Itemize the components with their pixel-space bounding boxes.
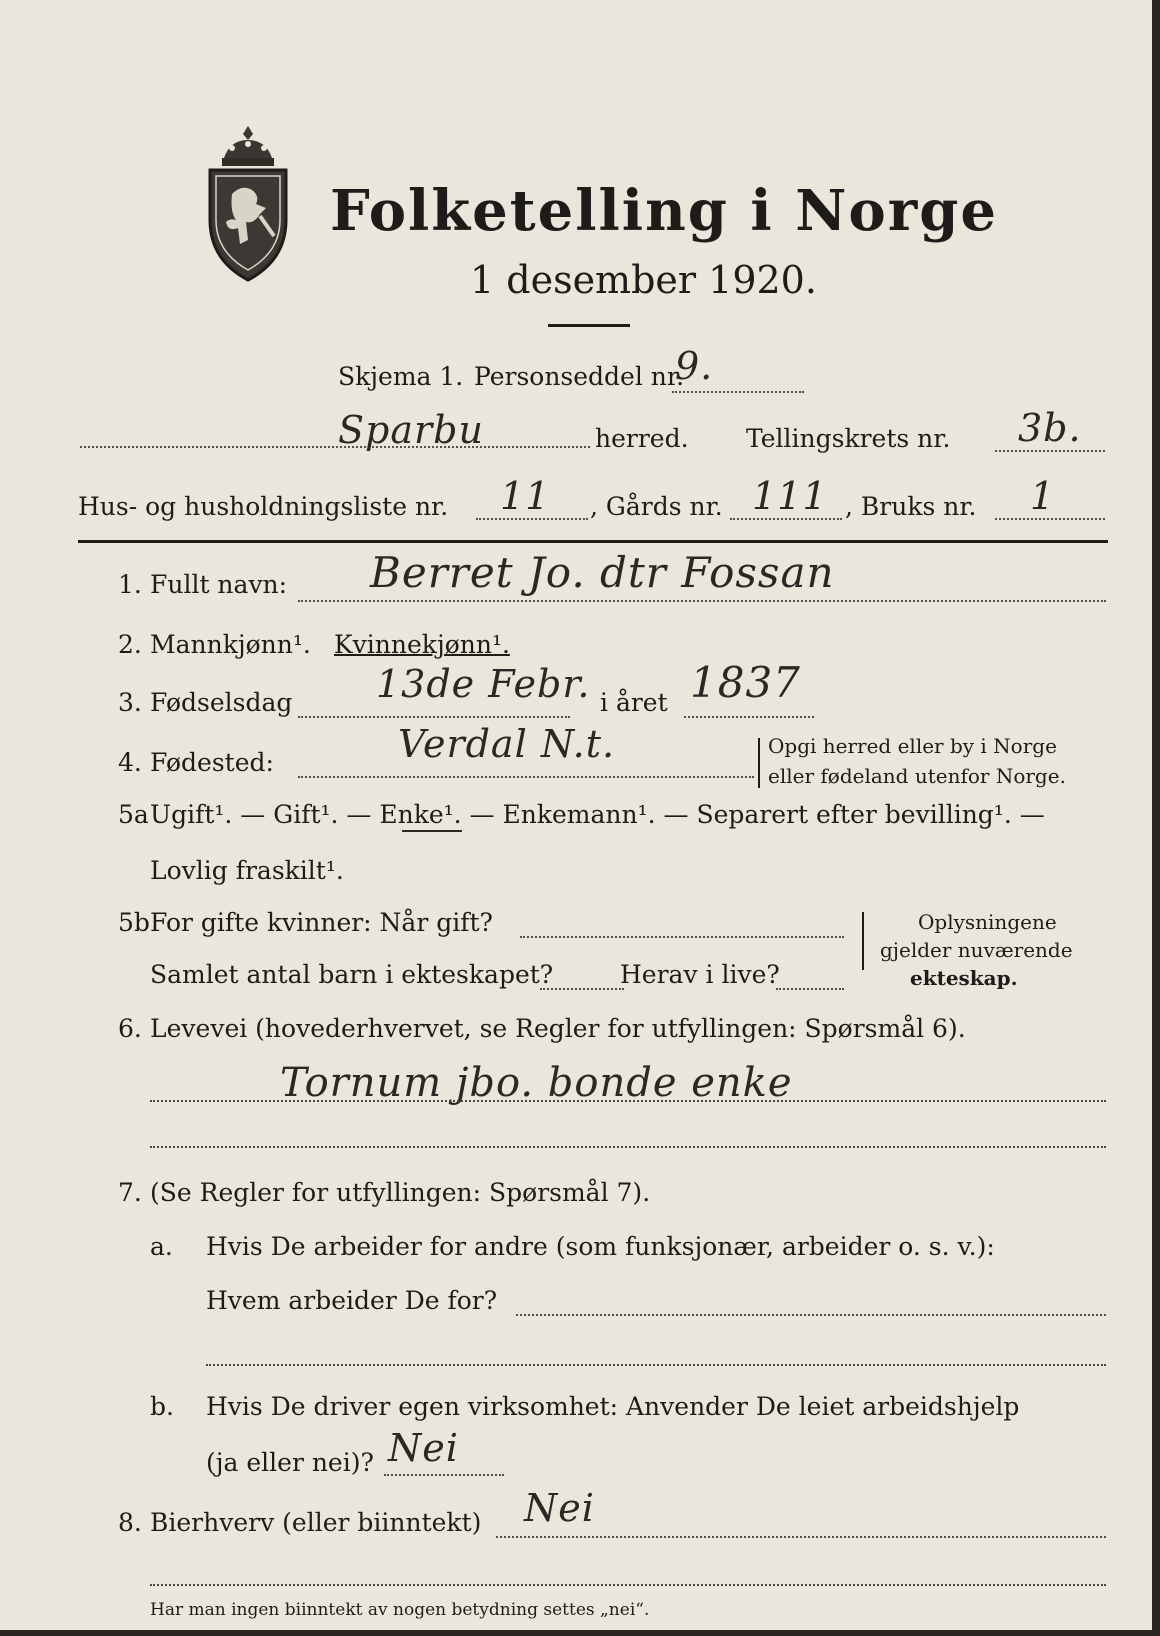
q5b-note-2: gjelder nuværende bbox=[880, 938, 1073, 962]
footer-note: Har man ingen biinntekt av nogen betydning settes „nei“. bbox=[150, 1600, 650, 1620]
husholdningsliste-value: 11 bbox=[500, 474, 551, 518]
q4-birthplace: Verdal N.t. bbox=[398, 722, 616, 766]
herred-label: herred. bbox=[595, 424, 689, 453]
q1-number: 1. bbox=[118, 570, 142, 599]
q5b-note-3: ekteskap. bbox=[910, 966, 1018, 990]
bruks-label: , Bruks nr. bbox=[845, 492, 977, 521]
q5b-barn-label: Samlet antal barn i ekteskapet? bbox=[150, 960, 554, 989]
form-date: 1 desember 1920. bbox=[470, 258, 817, 302]
q7a-label: Hvis De arbeider for andre (som funksjonær, arbeider o. s. v.): bbox=[206, 1232, 995, 1261]
q3-year-label: i året bbox=[600, 688, 668, 717]
title-divider bbox=[548, 324, 630, 327]
personseddel-value: 9. bbox=[675, 344, 714, 388]
q6-label: Levevei (hovederhvervet, se Regler for utfyllingen: Spørsmål 6). bbox=[150, 1014, 966, 1043]
q7a-letter: a. bbox=[150, 1232, 173, 1261]
q4-note-2: eller fødeland utenfor Norge. bbox=[768, 764, 1066, 788]
bruks-value: 1 bbox=[1030, 474, 1056, 518]
q5b-note-1: Oplysningene bbox=[918, 910, 1057, 934]
q3-birthday: 13de Febr. bbox=[376, 662, 591, 706]
q5b-number: 5b bbox=[118, 908, 150, 937]
tellingskrets-label: Tellingskrets nr. bbox=[746, 424, 951, 453]
herred-value: Sparbu bbox=[338, 408, 484, 452]
q8-number: 8. bbox=[118, 1508, 142, 1537]
personseddel-label: Personseddel nr. bbox=[474, 362, 685, 391]
q5a-fraskilt: Lovlig fraskilt¹. bbox=[150, 856, 344, 885]
q5b-live-label: Herav i live? bbox=[620, 960, 780, 989]
q6-number: 6. bbox=[118, 1014, 142, 1043]
q4-number: 4. bbox=[118, 748, 142, 777]
q5a-number: 5a bbox=[118, 800, 149, 829]
q7-number: 7. bbox=[118, 1178, 142, 1207]
q2-mannkjonn: Mannkjønn¹. bbox=[150, 630, 311, 659]
q3-year: 1837 bbox=[690, 658, 801, 707]
tellingskrets-value: 3b. bbox=[1018, 406, 1082, 450]
q3-label: Fødselsdag bbox=[150, 688, 293, 717]
q7b-value: Nei bbox=[388, 1426, 459, 1470]
q7b-sub: (ja eller nei)? bbox=[206, 1448, 374, 1477]
coat-of-arms-icon bbox=[200, 124, 296, 284]
husholdningsliste-label: Hus- og husholdningsliste nr. bbox=[78, 492, 449, 521]
skjema-label: Skjema 1. bbox=[338, 362, 464, 391]
gards-label: , Gårds nr. bbox=[590, 492, 723, 521]
q8-label: Bierhverv (eller biinntekt) bbox=[150, 1508, 482, 1537]
q2-kvinnekjonn: Kvinnekjønn¹. bbox=[334, 630, 510, 659]
q7b-letter: b. bbox=[150, 1392, 174, 1421]
form-title: Folketelling i Norge bbox=[330, 178, 999, 244]
q5a-marital-options: Ugift¹. — Gift¹. — Enke¹. — Enkemann¹. — Separert efter bevilling¹. — bbox=[150, 800, 1045, 829]
q8-value: Nei bbox=[524, 1486, 595, 1530]
q3-number: 3. bbox=[118, 688, 142, 717]
q7b-label: Hvis De driver egen virksomhet: Anvender De leiet arbeidshjelp bbox=[206, 1392, 1020, 1421]
gards-value: 111 bbox=[752, 474, 828, 518]
q7-label: (Se Regler for utfyllingen: Spørsmål 7). bbox=[150, 1178, 651, 1207]
q5b-nar-gift-label: For gifte kvinner: Når gift? bbox=[150, 908, 493, 937]
section-divider bbox=[78, 540, 1108, 543]
q2-number: 2. bbox=[118, 630, 142, 659]
q5a-enke-underline bbox=[402, 830, 462, 832]
q1-label: Fullt navn: bbox=[150, 570, 288, 599]
q6-occupation: Tornum jbo. bonde enke bbox=[280, 1060, 793, 1106]
q4-note-1: Opgi herred eller by i Norge bbox=[768, 734, 1057, 758]
q1-full-name: Berret Jo. dtr Fossan bbox=[370, 548, 835, 597]
q4-label: Fødested: bbox=[150, 748, 274, 777]
q7a-sub: Hvem arbeider De for? bbox=[206, 1286, 498, 1315]
